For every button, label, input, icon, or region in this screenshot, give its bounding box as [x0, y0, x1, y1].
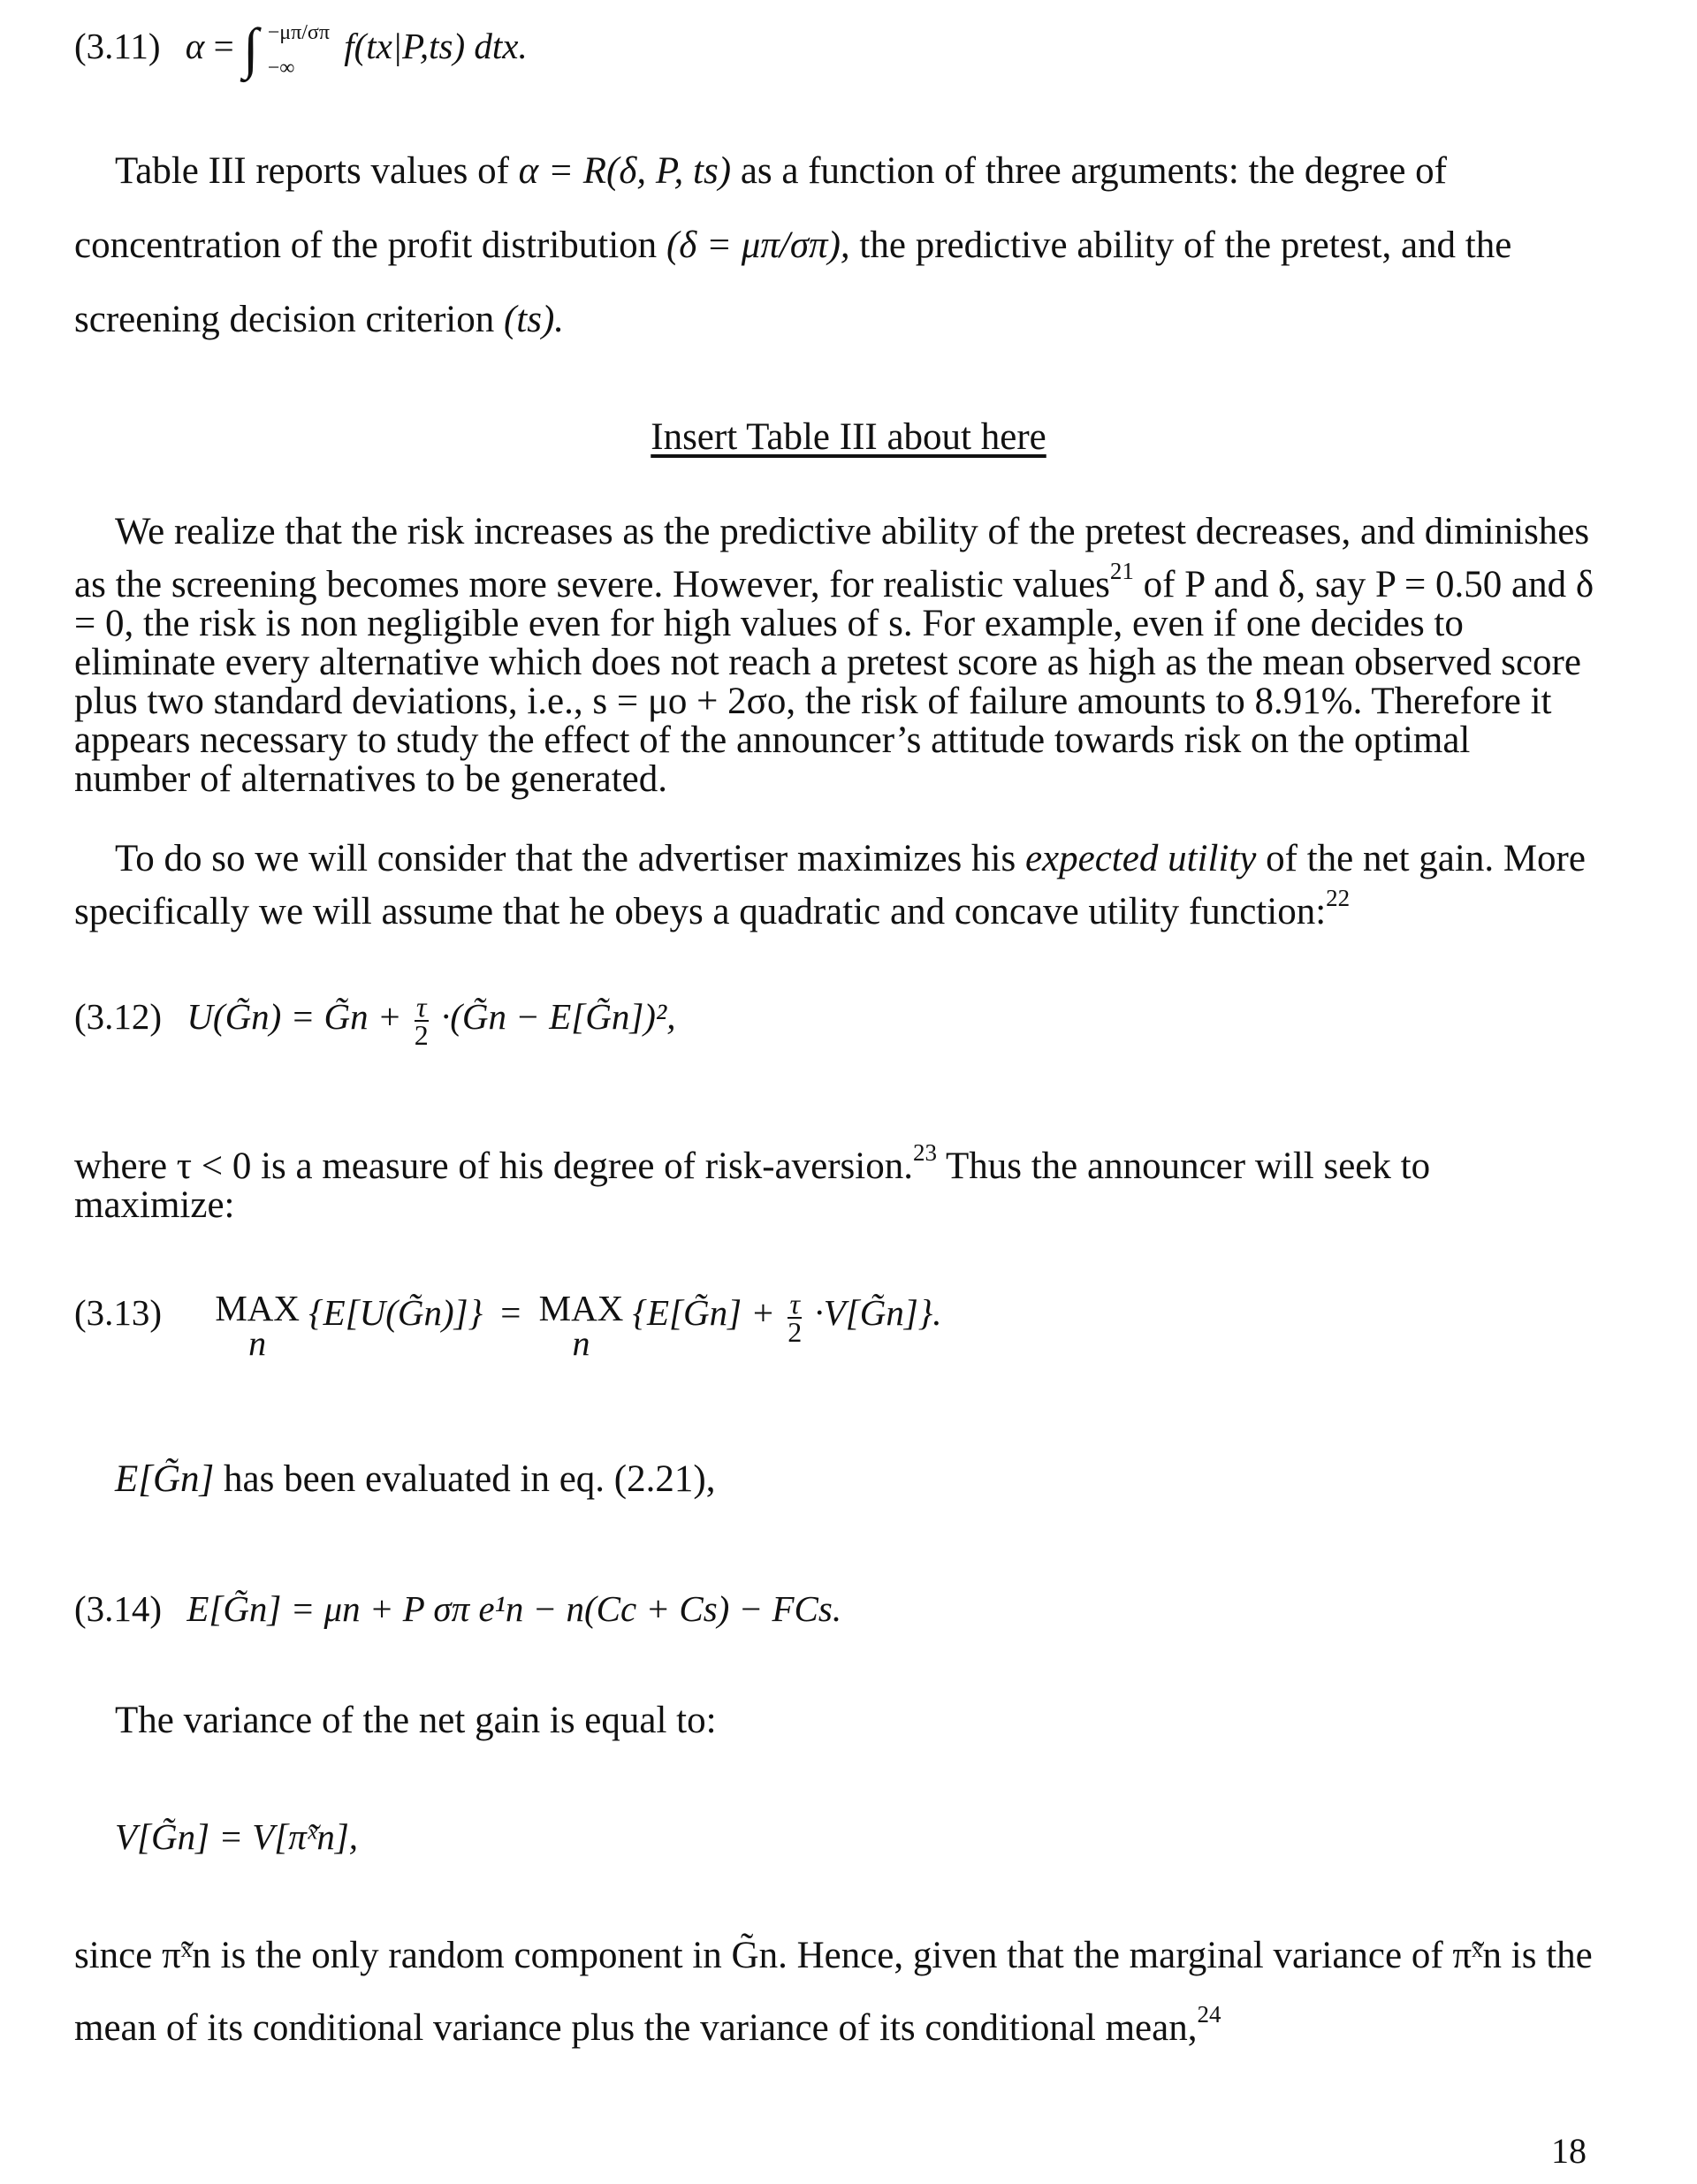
para5-text: has been evaluated in eq. (2.21), — [224, 1458, 716, 1500]
para1-expr-delta: (δ = μπ/σπ), — [666, 224, 850, 266]
equation-lhs-body: {E[U(G̃n)]} — [308, 1292, 483, 1333]
equation-3-12 — [74, 990, 676, 1051]
max-subscript: n — [248, 1323, 267, 1363]
max-label: MAX — [215, 1288, 300, 1328]
fraction-denominator: 2 — [788, 1316, 803, 1348]
paragraph-risk-aversion — [74, 1133, 1594, 1225]
fraction-tau-2 — [788, 1288, 803, 1348]
equation-rhs: ·(G̃n − E[G̃n])², — [441, 996, 676, 1037]
max-operator-left — [215, 1290, 300, 1361]
para2-text-b: of P and δ, say P = 0.50 and δ = 0, the risk is non negligible even for high values of s. For example, even if one decides to eliminate every alternative which does not reach a pretest score as high as the mean observed score plus two standard deviations, i.e., s = μo + 2σo, the risk of failure amounts to 8.91%. Therefore it appears necessary to study the effect of the announcer’s attitude towards risk on the optimal number of alternatives to be generated. — [74, 564, 1594, 800]
equation-rhs-body-a: {E[G̃n] + — [632, 1292, 775, 1333]
para1-text-c: the predictive ability of the pretest, and the screening decision criterion — [74, 224, 1512, 340]
para3-text-a: To do so we will consider that the advertiser maximizes his — [115, 838, 1016, 879]
fraction-denominator: 2 — [414, 1018, 429, 1051]
equation-3-14 — [74, 1582, 841, 1635]
para5-expr: E[G̃n] — [115, 1458, 215, 1500]
equation-number: (3.11) — [74, 26, 161, 66]
fraction-numerator: τ — [415, 993, 429, 1022]
equation-number: (3.13) — [74, 1292, 163, 1333]
para3-emphasis: expected utility — [1024, 838, 1257, 879]
fraction-tau-2 — [414, 990, 429, 1051]
para1-text-b: as a function of three arguments: the degree of concentration of the profit distribution — [74, 150, 1447, 266]
paragraph-variance — [115, 1701, 1635, 1740]
max-operator-right — [539, 1290, 624, 1361]
insert-table-text: Insert Table III about here — [651, 416, 1046, 458]
para4-text-b: Thus the announcer will seek to maximize: — [74, 1145, 1431, 1226]
paragraph-evaluated — [115, 1460, 1635, 1499]
paragraph-marginal-variance — [74, 1927, 1594, 2058]
equation-variance — [115, 1810, 358, 1863]
equation-3-13 — [74, 1290, 941, 1361]
integral-lower-limit: −∞ — [267, 56, 295, 80]
footnote-ref-24: 24 — [1197, 2001, 1221, 2028]
paragraph-table-iii — [74, 134, 1594, 357]
max-label: MAX — [538, 1288, 624, 1328]
equation-number: (3.14) — [74, 1588, 163, 1629]
para3-text-b: of the net gain. More specifically we will assume that he obeys a quadratic and concave utility function: — [74, 838, 1586, 932]
para7-text-a: since π̃ˣn is the only random component in G̃n. Hence, given that the marginal variance of π̃ˣn is the mean of its conditional variance plus the variance of its conditional mean, — [74, 1935, 1593, 2049]
para1-expr-ts: (ts). — [503, 299, 565, 340]
para1-text-a: Table III reports values of — [115, 150, 509, 192]
max-subscript: n — [572, 1323, 590, 1363]
paragraph-utility — [74, 840, 1594, 932]
para1-expr-alpha: α = R(δ, P, ts) — [518, 150, 732, 192]
fraction-numerator: τ — [788, 1290, 802, 1319]
footnote-ref-22: 22 — [1326, 885, 1351, 911]
footnote-ref-21: 21 — [1109, 558, 1134, 584]
insert-table-note — [0, 415, 1697, 459]
equals-sign: = — [500, 1292, 521, 1333]
equation-number: (3.12) — [74, 996, 163, 1037]
equation-lhs: α — [185, 26, 205, 66]
integrand: f(tx|P,ts) dtx. — [344, 26, 528, 66]
paragraph-risk — [74, 513, 1594, 799]
integral-sign: ∫ — [242, 17, 259, 80]
para2-text-a: We realize that the risk increases as the predictive ability of the pretest decreases, and diminishes as the screening becomes more severe. However, for realistic values — [74, 511, 1590, 605]
integral-upper-limit: −μπ/σπ — [267, 20, 330, 44]
equation-body: E[G̃n] = μn + P σπ e¹n − n(Cc + Cs) − FCs. — [186, 1588, 842, 1629]
equation-body: V[G̃n] = V[π̃ˣn], — [115, 1816, 359, 1857]
equation-lhs: U(G̃n) = G̃n + — [186, 996, 402, 1037]
page-number: 18 — [1551, 2131, 1587, 2171]
equation-3-11: (3.11) α = ∫ −μπ/σπ −∞ f(tx|P,ts) dtx. — [74, 17, 528, 80]
equation-rhs-body-b: ·V[G̃n]}. — [814, 1292, 942, 1333]
footnote-ref-23: 23 — [912, 1139, 937, 1166]
para4-text-a: where τ < 0 is a measure of his degree of risk-aversion. — [74, 1145, 913, 1187]
para6-text: The variance of the net gain is equal to: — [115, 1700, 717, 1741]
